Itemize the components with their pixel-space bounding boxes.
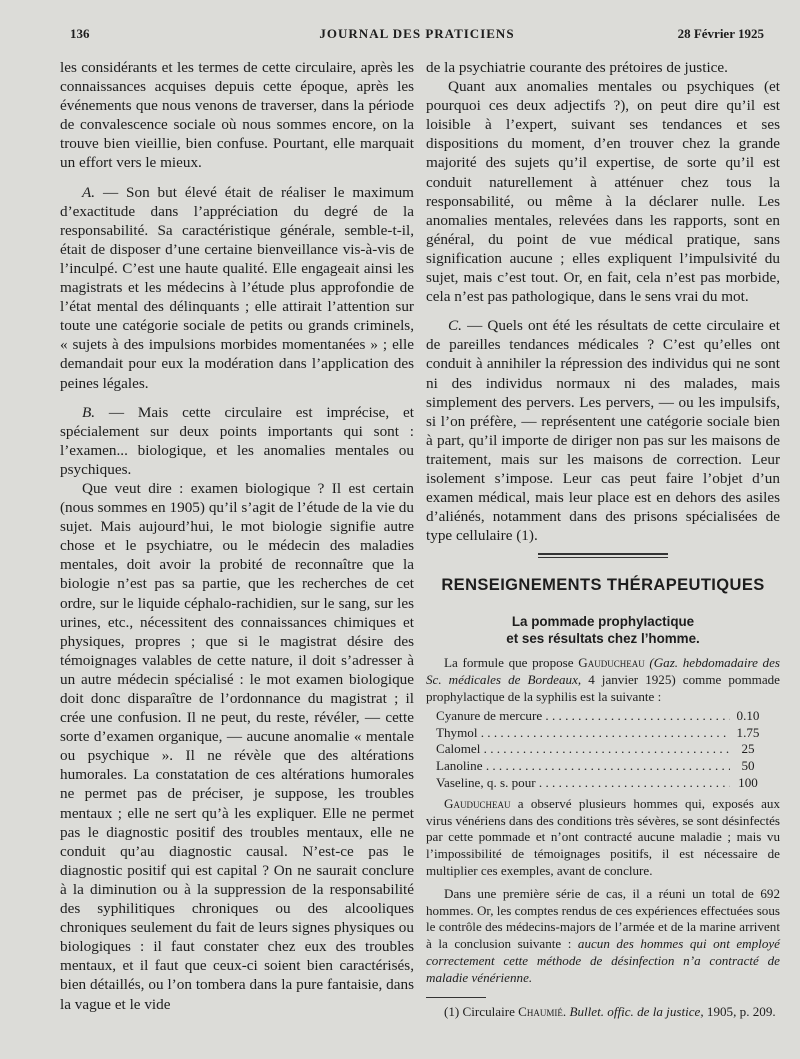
paragraph: Quant aux anomalies mentales ou psychiques (et pourquoi ces deux adjectifs ?), on peut dire qu’il est loisible à l’expert, suivant ses tendances et ses dispositions du moment, d’en trouver chez la grande majorité des sujets qu’il expertise, de sorte qu’il est conduit naturellement à atténuer chez tous la responsabilité, ou même à la déclarer nulle. Les anomalies mentales, relevées dans les rapports, sont en général, du point de vue médical pratique, sans signification aucune ; elles expliquent l’impulsivité du sujet, mais c’est tout. Or, en fait, cela n’est pas morbide, cela n’est pas pathologique, dans le sens vrai du mot. [426, 78, 780, 306]
ingredient-name: Cyanure de mercure . . . [436, 708, 730, 725]
ingredient-quantity: 50 [741, 758, 755, 774]
journal-citation: (Gaz. hebdomadaire des Sc. médicales de Bordeaux, [426, 655, 780, 688]
rubric-heading: RENSEIGNEMENTS THÉRAPEUTIQUES [441, 576, 765, 595]
journal-title: JOURNAL DES PRATICIENS [319, 26, 515, 41]
footnote [426, 1004, 780, 1021]
section-c [426, 316, 780, 545]
footnote-citation: Bullet. offic. de la justice, [566, 1003, 704, 1019]
ingredient-name: Calomel . . . [436, 741, 730, 758]
ingredient-name: Thymol . . . [436, 725, 730, 742]
formula-row [436, 741, 780, 758]
results-paragraph [426, 886, 780, 987]
section-text: — Son but élevé était de réaliser le maximum d’exactitude dans l’appréciation du degré de la responsabilité. Sa caractéristique générale, semble-t-il, était de disposer d’une certaine bienveillance vis-à-vis de l’inculpé. C’est une haute qualité. Elle engageait ainsi les magistrats et les médecins à l’étude plus approfondie de l’état mental des délinquants ; elle attirait l’attention sur toute une catégorie sociale de petits ou grands criminels, « sujets à des impulsions morbides momentanées » ; elle demandait pour eux la modération dans l’application des peines légales. [60, 183, 414, 392]
footnote-text: (1) Circulaire [444, 1003, 519, 1019]
formula-row [436, 725, 780, 742]
article-body [426, 655, 780, 1020]
section-text: — Quels ont été les résultats de cette circulaire et de pareilles tendances médicales ? C’est qu’elles ont conduit à annihiler la répression des individus qui ne sont ni des individus normaux ni des malades, mais simplement des pervers. Les pervers, — ou les impulsifs, si l’on préfère, — représentent une catégorie sociale bien à part, qu’il importe de diriger non pas sur les maisons de traitement, mais sur les maisons de correction. Leur isolement s’impose. Leur cas peut faire l’objet d’un examen médical, mais leur place est en dehors des asiles d’aliénés, notamment dans des prisons spécialisées de type cellulaire (1). [426, 317, 780, 545]
section-b [60, 403, 414, 479]
observation-text: a observé plusieurs hommes qui, exposés aux virus vénériens dans des conditions très sévères, se sont désinfectés par cette pommade et n’ont contracté aucune maladie ; mais vu l’impossibilité de témoignages positifs, il est nécessaire de multiplier ces exemples, avant de conclure. [426, 795, 780, 878]
paragraph: les considérants et les termes de cette circulaire, après les connaissances acquises depuis cette époque, après les événements que nous venons de traverser, dans la période de convalescence sociale où nous sommes encore, on la trouve bien vieillie, bien confuse. Pourtant, elle marquait un effort vers le mieux. [60, 59, 414, 172]
section-divider [538, 553, 668, 558]
observation-paragraph [426, 796, 780, 880]
intro-text: La formule que propose [444, 655, 579, 671]
ingredient-quantity: 1.75 [736, 724, 760, 740]
page-number: 136 [70, 26, 90, 41]
conclusion-text: aucun des hommes qui ont employé correctement cette méthode de désinfection n’a contracté de maladie vénérienne. [426, 936, 780, 985]
ingredient-name: Vaseline, q. s. pour . . . [436, 775, 730, 792]
formula-list [436, 708, 780, 792]
section-letter: A. [82, 183, 96, 201]
paragraph: Que veut dire : examen biologique ? Il est certain (nous sommes en 1905) qu’il s’agit de l’étude de la vie du sujet. Mais aujourd’hui, le mot biologie signifie autre chose et le psychiatre, ou le médecin des maladies mentales, doit avoir la probité de reconnaître que la biologie n’est pas sa partie, que les recherches de cet ordre, sur le liquide céphalo-rachidien, sur le sang, sur les urines, etc., nécessitent des connaissances chimiques et physiques, propres ; que si le magistrat désire des témoignages valables de cette nature, il doit s’adresser à un autre médecin spécialisé : le mot examen biologique doit donc disparaître de l’ordonnance du magistrat ; il crée une confusion. Il ne peut, du reste, révéler, — cette sorte d’examen organique, — aucune anomalie « mentale ou psychique ». Il ne révèle que des altérations humorales. La constatation de ces altérations humorales ne permet pas de préciser, je suppose, les troubles mentaux ; elle ne sert qu’à les expliquer. Elle ne permet pas le diagnostic positif des troubles mentaux, elle ne conduit qu’au diagnostic causal. N’est-ce pas le diagnostic positif qui est capital ? On ne saurait conclure à la diminution ou à la suppression de la responsabilité des syphilitiques chroniques ou des alcooliques chroniques seulement du fait de leurs signes physiques ou biologiques : il faut constater chez eux des troubles mentaux, et il faut que ceux-ci soient bien caractérisés, bien détaillés, ou l’on tombera dans la pure fantaisie, dans la vague et le vide [60, 479, 414, 1013]
article-title-line-2: et ses résultats chez l’homme. [506, 631, 700, 647]
ingredient-quantity: 100 [738, 775, 758, 791]
results-text: Dans une première série de cas, il a réuni un total de 692 hommes. Or, les comptes rendus de ces expériences effectuées sous le contrôle des médecins-majors de l’armée et de la marine arrivent à la conclusion suivante : [426, 885, 780, 952]
footnote-text: 1905, p. 209. [703, 1003, 776, 1019]
article-title-line-1: La pommade prophylactique [511, 614, 695, 630]
intro-text: 4 janvier 1925) comme pommade prophylactique de la syphilis est la suivante : [426, 672, 780, 705]
author-name: Gauducheau [578, 655, 645, 671]
issue-date: 28 Février 1925 [677, 26, 764, 41]
paragraph: de la psychiatrie courante des prétoires de justice. [426, 59, 728, 76]
section-letter: C. [448, 317, 462, 335]
ingredient-quantity: 25 [741, 741, 755, 757]
ingredient-name: Lanoline . . . [436, 758, 730, 775]
section-letter: B. [82, 403, 96, 421]
right-column [426, 58, 780, 1020]
section-a [60, 183, 414, 393]
ingredient-quantity: 0.10 [736, 707, 760, 723]
author-name: Gauducheau [444, 795, 511, 811]
article-intro [426, 655, 780, 705]
footnote-divider [426, 997, 486, 998]
formula-row [436, 708, 780, 725]
formula-row [436, 758, 780, 775]
formula-row [436, 775, 780, 792]
author-name: Chaumié. [518, 1003, 567, 1019]
left-column [60, 58, 414, 1014]
section-text: — Mais cette circulaire est imprécise, et spécialement sur deux points importants qui sont : l’examen... biologique, et les anomalies mentales ou psychiques. [60, 403, 414, 478]
page-header [70, 26, 764, 50]
article-title [426, 613, 780, 647]
